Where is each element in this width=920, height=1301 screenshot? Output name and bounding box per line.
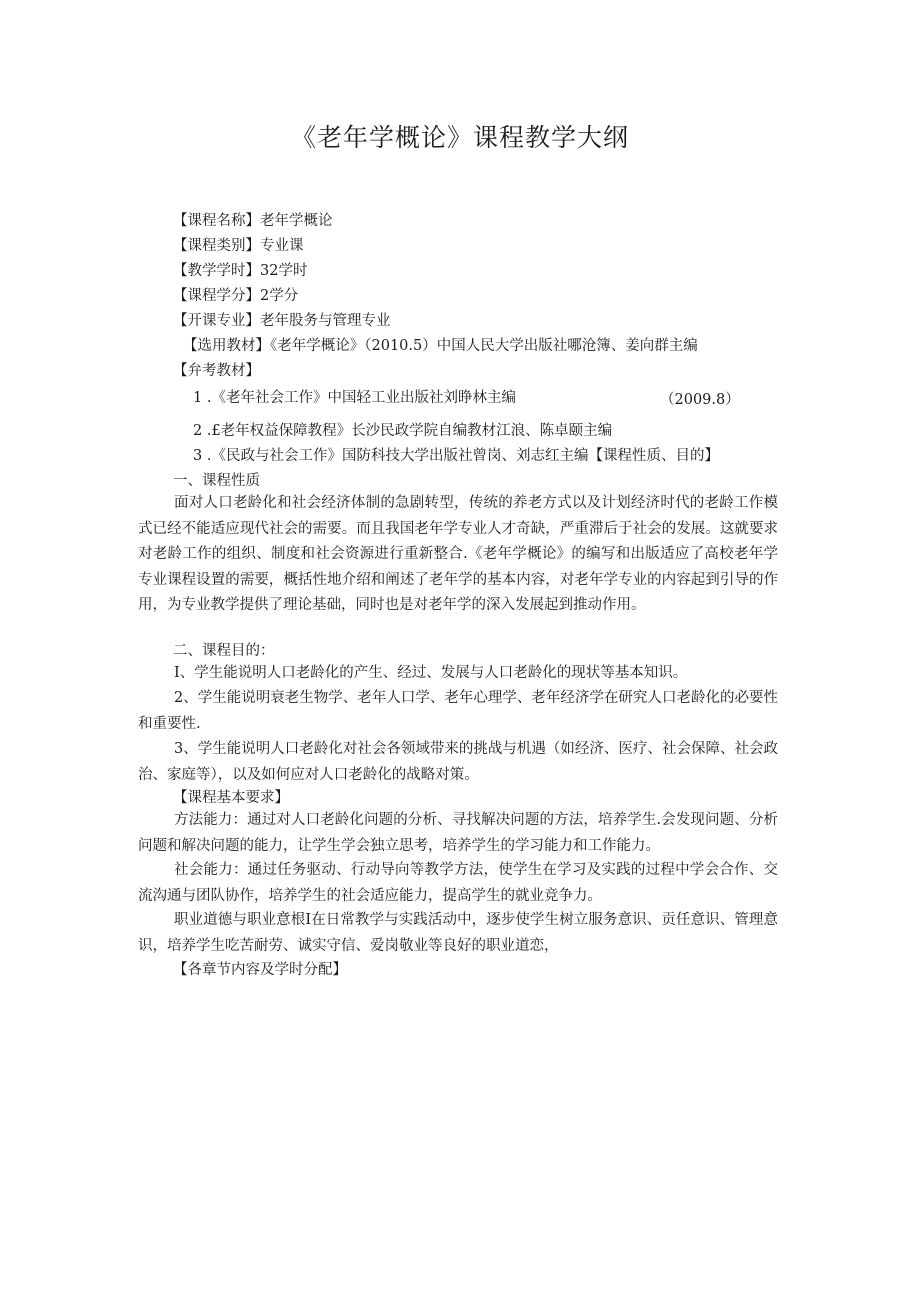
course-credits: 【课程学分】2学分	[173, 288, 299, 304]
textbook: 【选用教材】《老年学概论》（2010.5）中国人民大学出版社哪沧簿、姜向群主编	[183, 338, 698, 354]
references-label: 【弁考教材】	[173, 363, 260, 379]
reference-item: 1 .《老年社会工作》中国轻工业出版社刘睁林主编	[193, 390, 516, 406]
teaching-hours: 【教学学时】32学时	[173, 263, 308, 279]
requirement-item: 方法能力：通过对人口老龄化问题的分析、寻找解决问题的方法，培养学生.会发现问题、分析问题和解决问题的能力，让学生学会独立思考，培养学生的学习能力和工作能力。	[138, 812, 778, 854]
course-nature-paragraph: 面对人口老龄化和社会经济体制的急剧转型，传统的养老方式以及计划经济时代的老龄工作模式已经不能适应现代社会的需要。而且我国老年学专业人才奇缺，严重滞后于社会的发展。这就要求对老龄工作的组织、制度和社会资源进行重新整合.《老年学概论》的编写和出版适应了高校老年学专业课程设置的需要，概括性地介绍和阐述了老年学的基本内容，对老年学专业的内容起到引导的作用，为专业教学提供了理论基础，同时也是对老年学的深入发展起到推动作用。	[138, 495, 778, 614]
reference-year: （2009.8）	[660, 392, 740, 408]
requirements-heading: 【课程基本要求】	[173, 790, 289, 806]
reference-item: 3 .《民政与社会工作》国防科技大学出版社曾岗、刘志红主编【课程性质、目的】	[193, 448, 719, 464]
requirement-item: 职业道德与职业意根I在日常教学与实践活动中，逐步使学生树立服务意识、贡任意识、管理意识，培养学生吃苦耐劳、诚实守信、爱岗敬业等良好的职业道恋，	[138, 912, 778, 954]
course-major: 【开课专业】老年股务与管理专业	[173, 313, 391, 329]
goal-item: 2、学生能说明衰老生物学、老年人口学、老年心理学、老年经济学在研究人口老龄化的必要性和重要性.	[138, 690, 778, 732]
course-type: 【课程类别】专业课	[173, 238, 304, 254]
section-heading: 二、课程目的：	[173, 643, 275, 659]
chapters-heading: 【各章节内容及学时分配】	[173, 962, 347, 978]
goal-item: 3、学生能说明人口老龄化对社会各领域带来的挑战与机遇（如经济、医疗、社会保障、社会政治、家庭等），以及如何应对人口老龄化的战略对策。	[138, 741, 778, 783]
requirement-item: 社会能力：通过任务驱动、行动导向等教学方法，使学生在学习及实践的过程中学会合作、交流沟通与团队协作，培养学生的社会适应能力，提高学生的就业竞争力。	[138, 862, 778, 904]
section-heading: 一、课程性质	[173, 473, 260, 489]
document-title: 《老年学概论》课程教学大纲	[290, 123, 629, 152]
course-name: 【课程名称】老年学概论	[173, 213, 333, 229]
goal-item: I、学生能说明人口老龄化的产生、经过、发展与人口老龄化的现状等基本知识。	[174, 665, 688, 681]
reference-item: 2 .£老年权益保障教程》长沙民政学院自编教材江浪、陈卓颐主编	[193, 423, 613, 439]
